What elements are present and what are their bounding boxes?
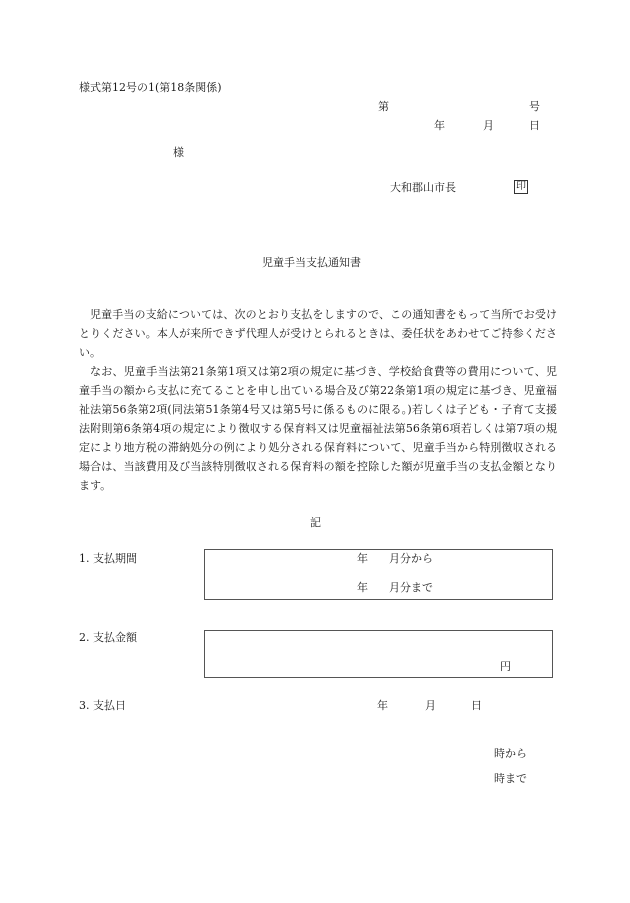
period-from-year: 年 [357,552,368,565]
period-to-month: 月分まで [389,581,433,594]
issue-date-year: 年 [434,119,445,132]
period-to-year: 年 [357,581,368,594]
payment-date-label: 3. 支払日 [79,699,126,712]
payment-date-year: 年 [377,699,388,712]
payment-date-day: 日 [471,699,482,712]
body-paragraph-1: 児童手当の支給については、次のとおり支払をしますので、この通知書をもって当所でお受けとりください。本人が来所できず代理人が受けとられるときは、委任状をあわせてご持参ください。 [79,308,557,359]
official-seal: 印 [516,181,526,192]
payment-period-label: 1. 支払期間 [79,552,137,565]
payment-time-from: 時から [494,747,527,760]
payment-time-to: 時まで [494,772,527,785]
form-number-label: 様式第12号の1(第18条関係) [79,81,222,94]
ki-heading: 記 [310,516,321,529]
issue-date-day: 日 [529,119,540,132]
document-title: 児童手当支払通知書 [262,256,361,269]
body-paragraph-2: なお、児童手当法第21条第1項又は第2項の規定に基づき、学校給食費等の費用について、児童手当の額から支払に充てることを申し出ている場合及び第22条第1項の規定に基づき、児童福祉法第56条第2項(同法第51条第4号又は第5号に係るものに限る。)若しくは子ども・子育て支援法附則第6条第4項の規定により徴収する保育料又は児童福祉法第56条第6項若しくは第7項の規定により地方税の滞納処分の例により処分される保育料について、児童手当から特別徴収される場合は、当該費用及び当該特別徴収される保育料の額を控除した額が児童手当の支払金額となります。 [79,365,557,492]
document-number-go: 号 [529,100,540,113]
issuer-name: 大和郡山市長 [390,181,456,194]
payment-date-month: 月 [425,699,436,712]
payment-period-box [204,549,553,600]
document-number-dai: 第 [378,100,389,113]
issue-date-month: 月 [483,119,494,132]
payment-amount-label: 2. 支払金額 [79,631,137,644]
amount-yen-unit: 円 [500,660,511,673]
period-from-month: 月分から [389,552,433,565]
addressee-honorific: 様 [173,146,184,159]
